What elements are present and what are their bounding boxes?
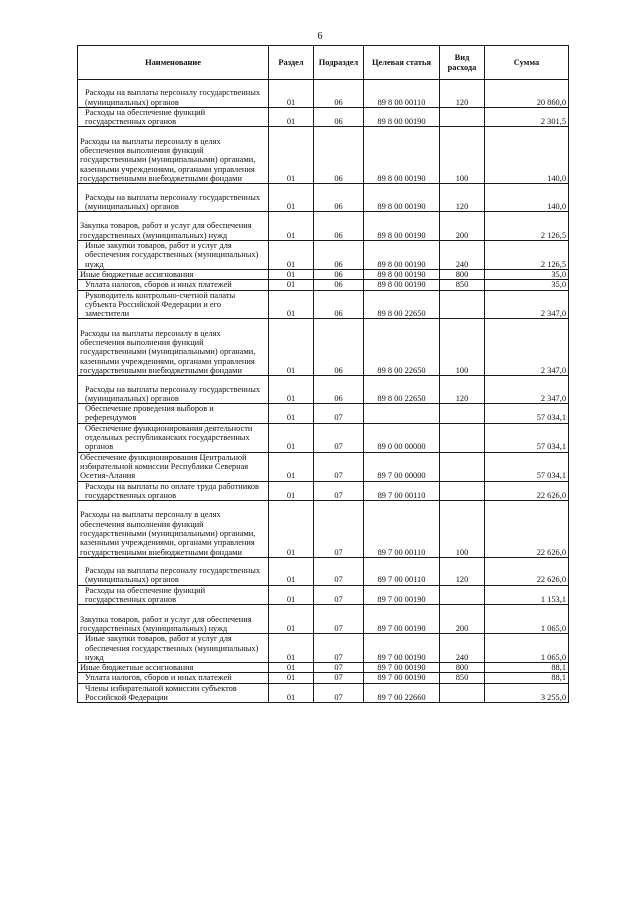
table-row — [78, 269, 569, 279]
cell-expense-type — [440, 481, 485, 501]
cell-subsection: 06 — [314, 127, 364, 184]
cell-expense-type: 120 — [440, 184, 485, 212]
cell-target-item: 89 7 00 00110 — [364, 481, 440, 501]
cell-subsection: 06 — [314, 376, 364, 404]
cell-amount: 57 034,1 — [485, 404, 569, 424]
table-row — [78, 452, 569, 481]
header-name: Наименование — [78, 46, 269, 80]
cell-amount: 57 034,1 — [485, 452, 569, 481]
cell-section: 01 — [269, 241, 314, 270]
cell-expense-type — [440, 107, 485, 127]
cell-expense-type — [440, 404, 485, 424]
cell-section: 01 — [269, 663, 314, 673]
cell-subsection: 07 — [314, 404, 364, 424]
cell-subsection: 06 — [314, 280, 364, 290]
cell-name: Расходы на выплаты персоналу в целях обеспечения выполнения функций государственными (муниципальными) органами, казенными учреждениями, органами управления государственными внебюджетными фондами — [78, 127, 269, 184]
table-row — [78, 423, 569, 452]
cell-section: 01 — [269, 683, 314, 703]
table-row — [78, 557, 569, 585]
table-row — [78, 673, 569, 683]
header-amount: Сумма — [485, 46, 569, 80]
table-row — [78, 404, 569, 424]
cell-amount: 1 065,0 — [485, 634, 569, 663]
cell-expense-type — [440, 585, 485, 605]
cell-section: 01 — [269, 127, 314, 184]
cell-expense-type: 240 — [440, 634, 485, 663]
cell-section: 01 — [269, 673, 314, 683]
cell-name: Расходы на выплаты персоналу государственных (муниципальных) органов — [78, 557, 269, 585]
cell-subsection: 06 — [314, 269, 364, 279]
cell-name: Расходы на обеспечение функций государственных органов — [78, 107, 269, 127]
cell-section: 01 — [269, 184, 314, 212]
table-row — [78, 280, 569, 290]
cell-target-item: 89 7 00 00190 — [364, 634, 440, 663]
cell-name: Закупка товаров, работ и услуг для обеспечения государственных (муниципальных) нужд — [78, 212, 269, 241]
cell-amount: 22 626,0 — [485, 501, 569, 558]
cell-subsection: 06 — [314, 241, 364, 270]
cell-name: Расходы на выплаты по оплате труда работников государственных органов — [78, 481, 269, 501]
cell-amount: 2 126,5 — [485, 212, 569, 241]
cell-name: Закупка товаров, работ и услуг для обеспечения государственных (муниципальных) нужд — [78, 605, 269, 634]
cell-section: 01 — [269, 107, 314, 127]
cell-amount: 88,1 — [485, 663, 569, 673]
cell-subsection: 07 — [314, 663, 364, 673]
cell-subsection: 07 — [314, 423, 364, 452]
cell-subsection: 06 — [314, 290, 364, 319]
cell-amount: 2 347,0 — [485, 376, 569, 404]
cell-target-item: 89 8 00 00190 — [364, 280, 440, 290]
cell-subsection: 07 — [314, 557, 364, 585]
cell-target-item: 89 8 00 22650 — [364, 290, 440, 319]
cell-subsection: 07 — [314, 634, 364, 663]
header-subsection: Подраздел — [314, 46, 364, 80]
cell-expense-type — [440, 290, 485, 319]
table-row — [78, 501, 569, 558]
cell-expense-type: 800 — [440, 269, 485, 279]
cell-target-item: 89 7 00 00190 — [364, 663, 440, 673]
cell-name: Расходы на обеспечение функций государственных органов — [78, 585, 269, 605]
cell-subsection: 07 — [314, 585, 364, 605]
cell-target-item: 89 8 00 00190 — [364, 184, 440, 212]
cell-section: 01 — [269, 634, 314, 663]
cell-expense-type: 800 — [440, 663, 485, 673]
cell-subsection: 06 — [314, 319, 364, 376]
table-header-row — [78, 46, 569, 80]
cell-amount: 2 347,0 — [485, 319, 569, 376]
cell-section: 01 — [269, 404, 314, 424]
cell-name: Расходы на выплаты персоналу в целях обеспечения выполнения функций государственными (муниципальными) органами, казенными учреждениями, органами управления государственными внебюджетными фондами — [78, 319, 269, 376]
cell-name: Иные бюджетные ассигнования — [78, 269, 269, 279]
header-target-item: Целевая статья — [364, 46, 440, 80]
cell-amount: 1 065,0 — [485, 605, 569, 634]
cell-section: 01 — [269, 269, 314, 279]
cell-target-item: 89 8 00 22650 — [364, 319, 440, 376]
cell-target-item: 89 7 00 00190 — [364, 585, 440, 605]
cell-target-item: 89 8 00 00190 — [364, 212, 440, 241]
table-body — [78, 80, 569, 703]
table-row — [78, 290, 569, 319]
cell-target-item: 89 8 00 00190 — [364, 107, 440, 127]
cell-section: 01 — [269, 605, 314, 634]
cell-amount: 3 255,0 — [485, 683, 569, 703]
cell-expense-type: 120 — [440, 557, 485, 585]
table-row — [78, 107, 569, 127]
cell-amount: 140,0 — [485, 184, 569, 212]
cell-section: 01 — [269, 376, 314, 404]
cell-name: Иные бюджетные ассигнования — [78, 663, 269, 673]
cell-expense-type: 120 — [440, 80, 485, 108]
cell-target-item: 89 8 00 00110 — [364, 80, 440, 108]
cell-subsection: 06 — [314, 212, 364, 241]
table-row — [78, 605, 569, 634]
cell-subsection: 06 — [314, 184, 364, 212]
page-number: 6 — [317, 31, 323, 42]
cell-target-item: 89 0 00 00000 — [364, 423, 440, 452]
cell-expense-type — [440, 423, 485, 452]
table-row — [78, 663, 569, 673]
cell-amount: 88,1 — [485, 673, 569, 683]
cell-section: 01 — [269, 290, 314, 319]
cell-amount: 2 347,0 — [485, 290, 569, 319]
header-expense-type: Вид расхода — [440, 46, 485, 80]
cell-target-item: 89 7 00 00000 — [364, 452, 440, 481]
cell-name: Расходы на выплаты персоналу государственных (муниципальных) органов — [78, 184, 269, 212]
table-row — [78, 585, 569, 605]
cell-amount: 57 034,1 — [485, 423, 569, 452]
cell-expense-type: 240 — [440, 241, 485, 270]
cell-target-item: 89 8 00 22650 — [364, 376, 440, 404]
cell-name: Расходы на выплаты персоналу государственных (муниципальных) органов — [78, 376, 269, 404]
cell-amount: 35,0 — [485, 269, 569, 279]
cell-expense-type: 120 — [440, 376, 485, 404]
table-row — [78, 184, 569, 212]
cell-name: Обеспечение функционирования деятельности отдельных республиканских государственных органов — [78, 423, 269, 452]
cell-target-item: 89 7 00 00190 — [364, 673, 440, 683]
cell-expense-type: 100 — [440, 319, 485, 376]
table-row — [78, 634, 569, 663]
cell-name: Члены избирательной комиссии субъектов Российской Федерации — [78, 683, 269, 703]
cell-expense-type: 850 — [440, 280, 485, 290]
cell-section: 01 — [269, 80, 314, 108]
cell-amount: 140,0 — [485, 127, 569, 184]
cell-subsection: 06 — [314, 107, 364, 127]
cell-name: Обеспечение проведения выборов и референдумов — [78, 404, 269, 424]
cell-expense-type: 200 — [440, 605, 485, 634]
table-row — [78, 481, 569, 501]
cell-subsection: 06 — [314, 80, 364, 108]
cell-amount: 1 153,1 — [485, 585, 569, 605]
cell-target-item: 89 7 00 00110 — [364, 501, 440, 558]
cell-subsection: 07 — [314, 605, 364, 634]
cell-target-item: 89 8 00 00190 — [364, 127, 440, 184]
cell-section: 01 — [269, 501, 314, 558]
cell-subsection: 07 — [314, 673, 364, 683]
cell-subsection: 07 — [314, 452, 364, 481]
cell-section: 01 — [269, 423, 314, 452]
cell-name: Расходы на выплаты персоналу государственных (муниципальных) органов — [78, 80, 269, 108]
cell-name: Иные закупки товаров, работ и услуг для обеспечения государственных (муниципальных) нужд — [78, 241, 269, 270]
cell-target-item — [364, 404, 440, 424]
cell-name: Обеспечение функционирования Центральной избирательной комиссии Республики Северная Осетия-Алания — [78, 452, 269, 481]
cell-amount: 35,0 — [485, 280, 569, 290]
budget-table — [77, 45, 569, 703]
table-row — [78, 376, 569, 404]
cell-section: 01 — [269, 585, 314, 605]
cell-subsection: 07 — [314, 481, 364, 501]
cell-subsection: 07 — [314, 501, 364, 558]
cell-subsection: 07 — [314, 683, 364, 703]
cell-expense-type: 100 — [440, 501, 485, 558]
cell-section: 01 — [269, 452, 314, 481]
cell-expense-type — [440, 683, 485, 703]
cell-section: 01 — [269, 557, 314, 585]
table-row — [78, 80, 569, 108]
cell-amount: 2 301,5 — [485, 107, 569, 127]
cell-target-item: 89 8 00 00190 — [364, 241, 440, 270]
cell-target-item: 89 7 00 00110 — [364, 557, 440, 585]
cell-amount: 22 626,0 — [485, 557, 569, 585]
header-section: Раздел — [269, 46, 314, 80]
table-row — [78, 241, 569, 270]
cell-name: Расходы на выплаты персоналу в целях обеспечения выполнения функций государственными (муниципальными) органами, казенными учреждениями, органами управления государственными внебюджетными фондами — [78, 501, 269, 558]
cell-target-item: 89 8 00 00190 — [364, 269, 440, 279]
table-row — [78, 683, 569, 703]
cell-name: Иные закупки товаров, работ и услуг для обеспечения государственных (муниципальных) нужд — [78, 634, 269, 663]
cell-expense-type — [440, 452, 485, 481]
cell-amount: 22 626,0 — [485, 481, 569, 501]
table-row — [78, 127, 569, 184]
cell-amount: 20 860,0 — [485, 80, 569, 108]
cell-amount: 2 126,5 — [485, 241, 569, 270]
cell-section: 01 — [269, 319, 314, 376]
table-row — [78, 319, 569, 376]
cell-name: Уплата налогов, сборов и иных платежей — [78, 673, 269, 683]
cell-target-item: 89 7 00 22660 — [364, 683, 440, 703]
cell-section: 01 — [269, 212, 314, 241]
cell-expense-type: 200 — [440, 212, 485, 241]
cell-expense-type: 100 — [440, 127, 485, 184]
table-row — [78, 212, 569, 241]
cell-section: 01 — [269, 280, 314, 290]
cell-name: Уплата налогов, сборов и иных платежей — [78, 280, 269, 290]
cell-section: 01 — [269, 481, 314, 501]
cell-name: Руководитель контрольно-счетной палаты субъекта Российской Федерации и его заместители — [78, 290, 269, 319]
cell-expense-type: 850 — [440, 673, 485, 683]
cell-target-item: 89 7 00 00190 — [364, 605, 440, 634]
